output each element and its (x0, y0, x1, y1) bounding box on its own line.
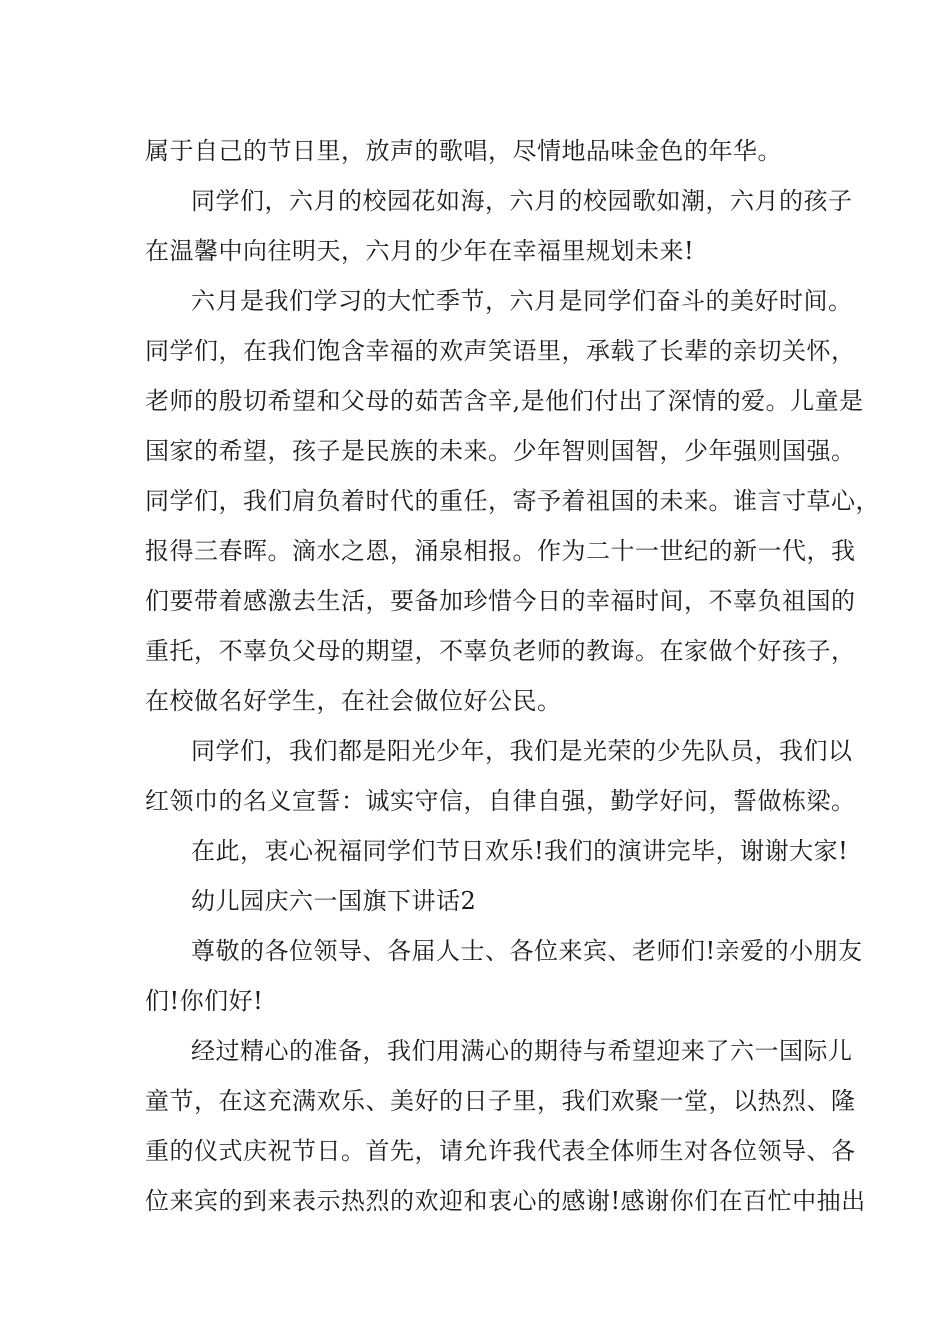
text-line: 红领巾的名义宣誓：诚实守信，自律自强，勤学好问，誓做栋梁。 (145, 787, 856, 815)
text-line: 在校做名好学生，在社会做位好公民。 (145, 687, 562, 715)
text-line: 同学们，我们肩负着时代的重任，寄予着祖国的未来。谁言寸草心， (145, 487, 880, 515)
text-line: 同学们，我们都是阳光少年，我们是光荣的少先队员，我们以 (191, 737, 853, 765)
text-line: 重的仪式庆祝节日。首先，请允许我代表全体师生对各位领导、各 (145, 1137, 856, 1165)
text-line: 老师的殷切希望和父母的茹苦含辛,是他们付出了深情的爱。儿童是 (145, 387, 864, 415)
text-line: 们要带着感激去生活，要备加珍惜今日的幸福时间，不辜负祖国的 (145, 587, 856, 615)
text-line: 六月是我们学习的大忙季节，六月是同学们奋斗的美好时间。 (191, 287, 853, 315)
text-line: 童节，在这充满欢乐、美好的日子里，我们欢聚一堂，以热烈、隆 (145, 1087, 856, 1115)
text-line: 属于自己的节日里，放声的歌唱，尽情地品味金色的年华。 (145, 137, 782, 165)
text-line: 在此，衷心祝福同学们节日欢乐!我们的演讲完毕，谢谢大家! (191, 837, 849, 865)
text-line: 报得三春晖。滴水之恩，涌泉相报。作为二十一世纪的新一代，我 (145, 537, 856, 565)
text-line: 经过精心的准备，我们用满心的期待与希望迎来了六一国际儿 (191, 1037, 853, 1065)
text-line: 在温馨中向往明天，六月的少年在幸福里规划未来! (145, 237, 695, 265)
text-line: 尊敬的各位领导、各届人士、各位来宾、老师们!亲爱的小朋友 (191, 937, 863, 965)
text-line: 同学们，六月的校园花如海，六月的校园歌如潮，六月的孩子 (191, 187, 853, 215)
section-heading: 幼儿园庆六一国旗下讲话2 (191, 887, 477, 915)
text-line: 重托，不辜负父母的期望，不辜负老师的教诲。在家做个好孩子， (145, 637, 856, 665)
text-line: 国家的希望，孩子是民族的未来。少年智则国智，少年强则国强。 (145, 437, 856, 465)
text-line: 位来宾的到来表示热烈的欢迎和衷心的感谢!感谢你们在百忙中抽出 (145, 1187, 866, 1215)
text-line: 同学们，在我们饱含幸福的欢声笑语里，承载了长辈的亲切关怀， (145, 337, 856, 365)
text-line: 们!你们好! (145, 987, 264, 1015)
